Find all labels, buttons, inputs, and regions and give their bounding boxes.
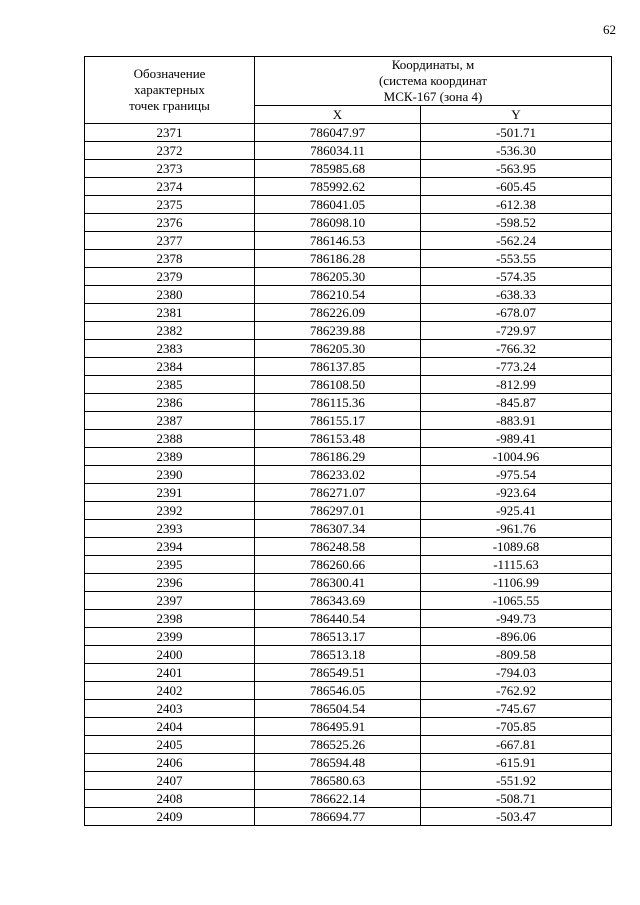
point-header-line: точек границы [129, 98, 210, 113]
x-coordinate-cell: 786440.54 [255, 610, 421, 628]
table-row [85, 592, 612, 610]
table-row [85, 232, 612, 250]
x-coordinate-cell: 786307.34 [255, 520, 421, 538]
table-row [85, 772, 612, 790]
point-cell: 2395 [85, 556, 255, 574]
x-coordinate-cell: 786300.41 [255, 574, 421, 592]
y-coordinate-cell: -678.07 [421, 304, 612, 322]
point-cell: 2409 [85, 808, 255, 826]
y-coordinate-cell: -615.91 [421, 754, 612, 772]
y-coordinate-cell: -536.30 [421, 142, 612, 160]
point-cell: 2377 [85, 232, 255, 250]
point-cell: 2407 [85, 772, 255, 790]
point-cell: 2384 [85, 358, 255, 376]
x-coordinate-cell: 786504.54 [255, 700, 421, 718]
point-header-line: Обозначение [133, 66, 206, 81]
coords-header-line: (система координат [378, 73, 488, 88]
x-coordinate-cell: 786210.54 [255, 286, 421, 304]
table-row [85, 718, 612, 736]
point-cell: 2375 [85, 196, 255, 214]
table-body [85, 124, 612, 826]
x-coordinate-cell: 786233.02 [255, 466, 421, 484]
y-coordinate-cell: -638.33 [421, 286, 612, 304]
table-row [85, 664, 612, 682]
table-row [85, 322, 612, 340]
x-coordinate-cell: 785992.62 [255, 178, 421, 196]
y-coordinate-cell: -562.24 [421, 232, 612, 250]
table-row [85, 142, 612, 160]
x-coordinate-cell: 786594.48 [255, 754, 421, 772]
y-coordinate-cell: -508.71 [421, 790, 612, 808]
table-row [85, 538, 612, 556]
y-coordinate-cell: -975.54 [421, 466, 612, 484]
table-row [85, 358, 612, 376]
point-cell: 2401 [85, 664, 255, 682]
point-cell: 2406 [85, 754, 255, 772]
table-row [85, 412, 612, 430]
x-coordinate-cell: 786186.28 [255, 250, 421, 268]
coordinates-column-header [255, 57, 612, 106]
point-cell: 2393 [85, 520, 255, 538]
point-cell: 2385 [85, 376, 255, 394]
y-coordinate-cell: -1089.68 [421, 538, 612, 556]
x-coordinate-cell: 786041.05 [255, 196, 421, 214]
table-row [85, 286, 612, 304]
y-coordinate-cell: -812.99 [421, 376, 612, 394]
table-row [85, 628, 612, 646]
x-coordinate-cell: 786239.88 [255, 322, 421, 340]
point-cell: 2394 [85, 538, 255, 556]
table-row [85, 466, 612, 484]
y-coordinate-cell: -553.55 [421, 250, 612, 268]
x-coordinate-cell: 786047.97 [255, 124, 421, 142]
point-cell: 2383 [85, 340, 255, 358]
table-row [85, 448, 612, 466]
y-coordinate-cell: -729.97 [421, 322, 612, 340]
y-coordinate-cell: -961.76 [421, 520, 612, 538]
point-cell: 2397 [85, 592, 255, 610]
y-coordinate-cell: -949.73 [421, 610, 612, 628]
point-cell: 2379 [85, 268, 255, 286]
table-row [85, 214, 612, 232]
point-cell: 2390 [85, 466, 255, 484]
point-cell: 2381 [85, 304, 255, 322]
page-number: 62 [603, 22, 616, 37]
y-coordinate-cell: -773.24 [421, 358, 612, 376]
table-row [85, 340, 612, 358]
table-row [85, 268, 612, 286]
table-row [85, 574, 612, 592]
x-coordinate-cell: 786549.51 [255, 664, 421, 682]
x-coordinate-cell: 786153.48 [255, 430, 421, 448]
table-row [85, 790, 612, 808]
point-cell: 2382 [85, 322, 255, 340]
table-row [85, 520, 612, 538]
table-row [85, 124, 612, 142]
y-coordinate-cell: -809.58 [421, 646, 612, 664]
y-coordinate-cell: -925.41 [421, 502, 612, 520]
table-row [85, 556, 612, 574]
table-row [85, 196, 612, 214]
x-coordinate-cell: 786205.30 [255, 340, 421, 358]
table-row [85, 502, 612, 520]
table-row [85, 304, 612, 322]
point-cell: 2392 [85, 502, 255, 520]
x-coordinate-cell: 786622.14 [255, 790, 421, 808]
y-coordinate-cell: -605.45 [421, 178, 612, 196]
coordinates-table [84, 56, 612, 826]
y-coordinate-cell: -766.32 [421, 340, 612, 358]
x-column-header: X [255, 106, 421, 124]
x-coordinate-cell: 786513.17 [255, 628, 421, 646]
x-coordinate-cell: 786260.66 [255, 556, 421, 574]
coords-header-line: Координаты, м [391, 57, 475, 72]
point-cell: 2402 [85, 682, 255, 700]
point-cell: 2372 [85, 142, 255, 160]
point-cell: 2396 [85, 574, 255, 592]
point-cell: 2387 [85, 412, 255, 430]
x-coordinate-cell: 786271.07 [255, 484, 421, 502]
y-coordinate-cell: -923.64 [421, 484, 612, 502]
y-coordinate-cell: -1004.96 [421, 448, 612, 466]
table-row [85, 178, 612, 196]
table-row [85, 376, 612, 394]
point-cell: 2399 [85, 628, 255, 646]
x-coordinate-cell: 786108.50 [255, 376, 421, 394]
point-cell: 2389 [85, 448, 255, 466]
table-row [85, 250, 612, 268]
point-cell: 2405 [85, 736, 255, 754]
y-coordinate-cell: -989.41 [421, 430, 612, 448]
table-row [85, 394, 612, 412]
table-row [85, 700, 612, 718]
point-cell: 2380 [85, 286, 255, 304]
point-column-header [85, 57, 255, 124]
x-coordinate-cell: 786580.63 [255, 772, 421, 790]
table-row [85, 682, 612, 700]
point-cell: 2373 [85, 160, 255, 178]
x-coordinate-cell: 786098.10 [255, 214, 421, 232]
y-coordinate-cell: -896.06 [421, 628, 612, 646]
y-coordinate-cell: -705.85 [421, 718, 612, 736]
point-cell: 2376 [85, 214, 255, 232]
y-coordinate-cell: -762.92 [421, 682, 612, 700]
y-coordinate-cell: -845.87 [421, 394, 612, 412]
y-coordinate-cell: -612.38 [421, 196, 612, 214]
x-coordinate-cell: 786297.01 [255, 502, 421, 520]
point-header-line: характерных [134, 82, 205, 97]
table-row [85, 808, 612, 826]
x-coordinate-cell: 786226.09 [255, 304, 421, 322]
point-cell: 2378 [85, 250, 255, 268]
x-coordinate-cell: 786146.53 [255, 232, 421, 250]
x-coordinate-cell: 786155.17 [255, 412, 421, 430]
point-cell: 2403 [85, 700, 255, 718]
y-coordinate-cell: -1065.55 [421, 592, 612, 610]
table-row [85, 646, 612, 664]
x-coordinate-cell: 786343.69 [255, 592, 421, 610]
coords-header-line: МСК-167 (зона 4) [383, 89, 483, 104]
y-coordinate-cell: -1115.63 [421, 556, 612, 574]
y-coordinate-cell: -1106.99 [421, 574, 612, 592]
table-row [85, 610, 612, 628]
x-coordinate-cell: 786034.11 [255, 142, 421, 160]
y-coordinate-cell: -794.03 [421, 664, 612, 682]
point-cell: 2404 [85, 718, 255, 736]
x-coordinate-cell: 786694.77 [255, 808, 421, 826]
y-coordinate-cell: -598.52 [421, 214, 612, 232]
table-row [85, 736, 612, 754]
y-coordinate-cell: -883.91 [421, 412, 612, 430]
table-row [85, 430, 612, 448]
y-coordinate-cell: -574.35 [421, 268, 612, 286]
x-coordinate-cell: 786248.58 [255, 538, 421, 556]
point-cell: 2388 [85, 430, 255, 448]
x-coordinate-cell: 786513.18 [255, 646, 421, 664]
x-coordinate-cell: 786205.30 [255, 268, 421, 286]
point-cell: 2408 [85, 790, 255, 808]
point-cell: 2391 [85, 484, 255, 502]
table-row [85, 484, 612, 502]
y-coordinate-cell: -501.71 [421, 124, 612, 142]
point-cell: 2371 [85, 124, 255, 142]
y-coordinate-cell: -667.81 [421, 736, 612, 754]
y-coordinate-cell: -503.47 [421, 808, 612, 826]
point-cell: 2398 [85, 610, 255, 628]
x-coordinate-cell: 786115.36 [255, 394, 421, 412]
x-coordinate-cell: 786546.05 [255, 682, 421, 700]
x-coordinate-cell: 785985.68 [255, 160, 421, 178]
point-cell: 2374 [85, 178, 255, 196]
table-row [85, 754, 612, 772]
y-column-header: Y [421, 106, 612, 124]
point-cell: 2386 [85, 394, 255, 412]
x-coordinate-cell: 786525.26 [255, 736, 421, 754]
y-coordinate-cell: -551.92 [421, 772, 612, 790]
table-row [85, 160, 612, 178]
point-cell: 2400 [85, 646, 255, 664]
x-coordinate-cell: 786495.91 [255, 718, 421, 736]
y-coordinate-cell: -563.95 [421, 160, 612, 178]
y-coordinate-cell: -745.67 [421, 700, 612, 718]
table-header [85, 57, 612, 124]
x-coordinate-cell: 786137.85 [255, 358, 421, 376]
x-coordinate-cell: 786186.29 [255, 448, 421, 466]
